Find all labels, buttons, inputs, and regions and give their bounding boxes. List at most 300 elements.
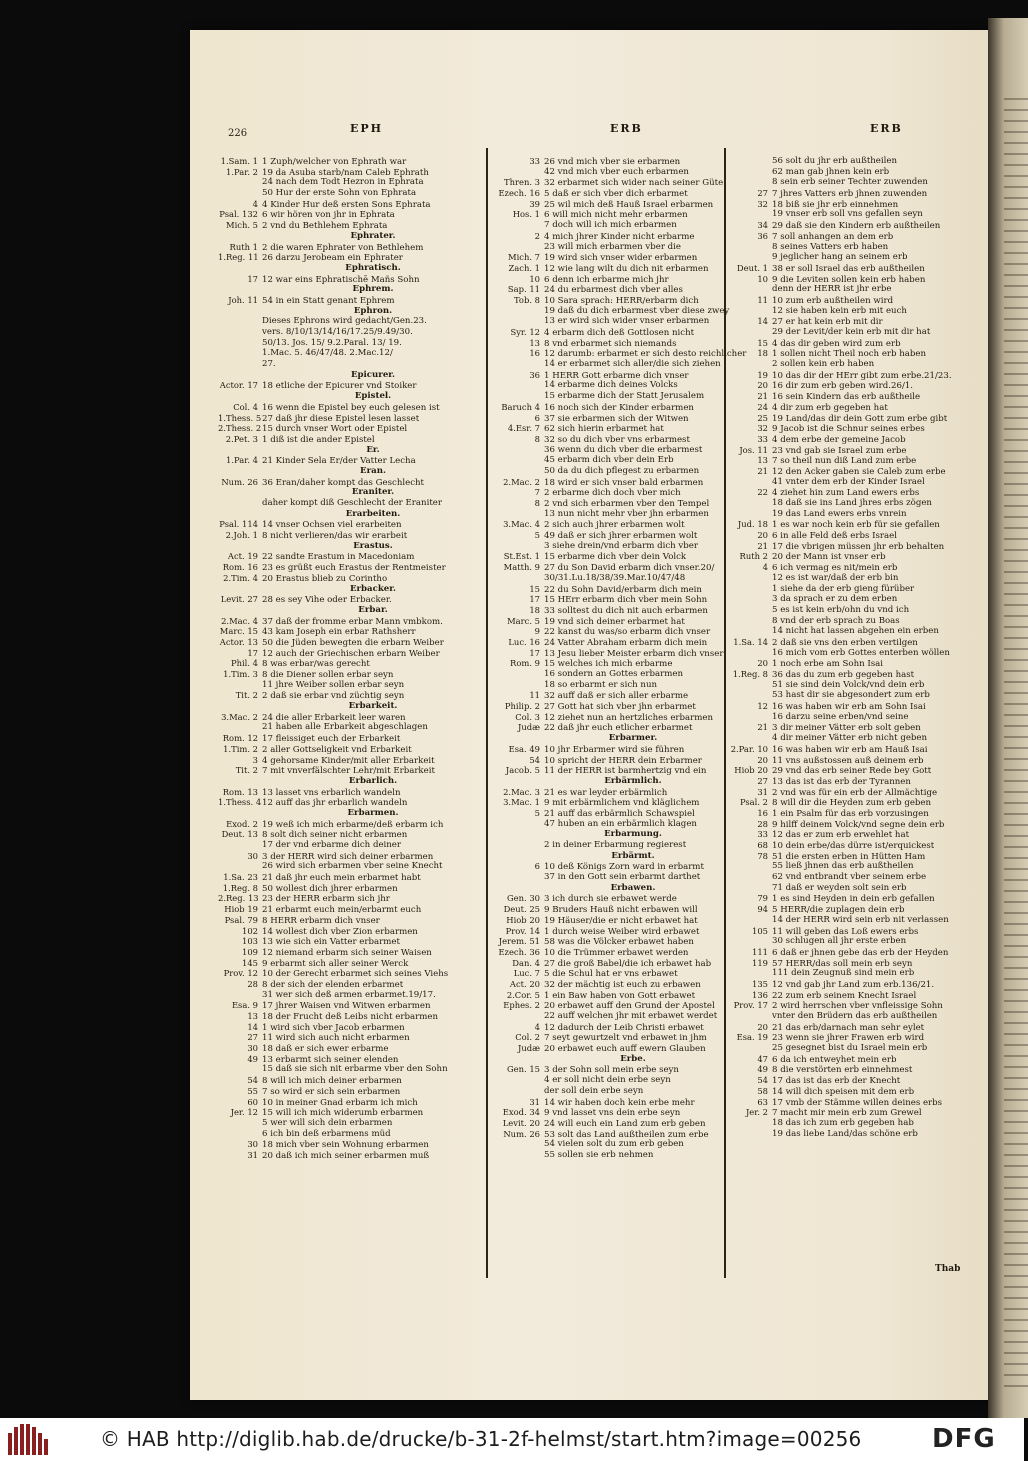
bible-reference: 1.Thess. 5 — [218, 412, 262, 423]
index-entry — [490, 199, 722, 210]
entry-text: 27 daß jhr diese Epistel lesen lasset — [262, 413, 420, 424]
bible-reference: 12 — [757, 701, 768, 712]
bible-reference: 13 — [247, 1011, 258, 1021]
bible-reference: Col. 3 — [515, 711, 540, 722]
entry-text: 17 das ist das erb der Knecht — [772, 1076, 901, 1087]
index-entry — [728, 936, 990, 947]
index-entry — [218, 156, 484, 167]
index-entry — [728, 829, 990, 840]
index-entry — [728, 380, 990, 391]
entry-text: 29 vnd das erb seiner Rede bey Gott — [772, 766, 932, 777]
entry-text: 37 daß der fromme erbar Mann vmbkom. — [262, 616, 443, 627]
bible-reference: 15 — [757, 337, 768, 348]
entry-text: 3 dir meiner Vätter erb solt geben — [772, 723, 921, 734]
index-entry — [490, 509, 722, 520]
entry-text: 12 es ist war/daß der erb bin — [772, 572, 899, 583]
bible-reference: Mich. 7 — [508, 252, 540, 263]
entry-text: 27 Gott hat sich vber jhn erbarmet — [544, 702, 696, 713]
index-entry — [218, 316, 484, 327]
index-entry — [218, 455, 484, 466]
entry-text: 23 es grüßt euch Erastus der Rentmeister — [262, 563, 446, 574]
index-entry — [218, 1022, 484, 1033]
catchword: Thab — [935, 1264, 961, 1274]
index-entry — [490, 968, 722, 979]
bible-reference: 54 — [757, 1075, 768, 1086]
entry-text: der soll dein erbe seyn — [544, 1085, 644, 1096]
entry-text: 9 erbarmt sich aller seiner Werck — [262, 958, 409, 969]
bible-reference: Matth. 9 — [503, 562, 540, 573]
entry-text: 10 spricht der HERR dein Erbarmer — [544, 755, 702, 766]
bible-reference: 14 — [247, 1021, 258, 1032]
index-entry — [218, 167, 484, 178]
column-heading-1: EPH — [350, 122, 384, 135]
page-number: 226 — [228, 128, 248, 139]
entry-text: 18 das ich zum erb gegeben hab — [772, 1117, 914, 1128]
entry-text: 21 daß jhr euch mein erbarmet habt — [262, 873, 421, 884]
bible-reference: 136 — [752, 989, 768, 1000]
bible-reference: 2.Joh. 1 — [225, 530, 258, 541]
index-entry — [728, 551, 990, 562]
index-entry — [490, 541, 722, 552]
entry-text: Erbärmt. — [611, 850, 655, 861]
bible-reference: Tit. 2 — [235, 690, 258, 701]
index-entry — [218, 733, 484, 744]
bible-reference: 9 — [534, 626, 540, 637]
index-entry — [490, 808, 722, 819]
entry-text: 24 will euch ein Land zum erb geben — [544, 1118, 706, 1129]
index-entry — [218, 338, 484, 349]
entry-text: 13 das ist das erb der Tyrannen — [772, 776, 911, 787]
index-entry — [218, 851, 484, 862]
dfg-logo: DFG — [932, 1424, 996, 1454]
entry-text: 27. — [262, 359, 276, 370]
entry-text: 10 zum erb außtheilen wird — [772, 295, 894, 306]
index-heading — [218, 306, 484, 317]
index-entry — [728, 637, 990, 648]
index-heading — [218, 776, 484, 787]
index-entry — [490, 1043, 722, 1054]
index-column-3 — [728, 156, 990, 1276]
index-entry — [490, 274, 722, 285]
index-entry — [218, 893, 484, 904]
entry-text: 18 biß sie jhr erb einnehmen — [772, 199, 899, 210]
entry-text: 8 vnd der erb sprach zu Boas — [772, 615, 900, 626]
entry-text: vers. 8/10/13/14/16/17.25/9.49/30. — [262, 327, 413, 337]
bible-reference: Exod. 34 — [502, 1107, 540, 1118]
entry-text: 12 sie haben kein erb mit euch — [772, 305, 907, 316]
bible-reference: Levit. 27 — [220, 594, 258, 605]
index-entry — [490, 423, 722, 434]
entry-text: 13 nun nicht mehr vber jhn erbarmen — [544, 508, 709, 519]
bible-reference: 17 — [529, 647, 540, 658]
index-entry — [490, 690, 722, 701]
bible-reference: 2.Mac. 3 — [503, 786, 540, 797]
entry-text: 41 vnter dem erb der Kinder Israel — [772, 476, 925, 487]
entry-text: 24 nach dem Todt Hezron in Ephrata — [262, 177, 424, 188]
index-entry — [728, 680, 990, 691]
entry-text: 22 zum erb seinem Knecht Israel — [772, 990, 917, 1001]
entry-text: 1 ein Baw haben von Gott erbawet — [544, 990, 696, 1001]
entry-text: 14 vnser Ochsen viel erarbeiten — [262, 520, 402, 531]
index-entry — [728, 958, 990, 969]
entry-text: 62 man gab jhnen kein erb — [772, 166, 890, 177]
bible-reference: 31 — [757, 786, 768, 797]
entry-text: 27 die groß Babel/die ich erbawet hab — [544, 958, 712, 969]
index-entry — [728, 402, 990, 413]
entry-text: daher kompt diß Geschlecht der Eraniter — [262, 498, 442, 508]
bible-reference: 78 — [757, 850, 768, 861]
viewer-footer — [0, 1418, 1024, 1461]
entry-text: 22 daß jhr euch etlicher erbarmet — [544, 723, 693, 734]
index-entry — [490, 380, 722, 391]
index-entry — [728, 274, 990, 285]
index-entry — [728, 968, 990, 979]
bible-reference: 1.Tim. 2 — [223, 743, 258, 754]
bible-reference: Jer. 2 — [745, 1107, 768, 1118]
index-entry — [490, 744, 722, 755]
entry-text: 1 ein Psalm für das erb vorzusingen — [772, 808, 929, 819]
bible-reference: Ephes. 2 — [503, 1000, 540, 1011]
entry-text: 5 wer will sich dein erbarmen — [262, 1117, 393, 1128]
column-heading-3: ERB — [870, 122, 903, 135]
entry-text: 21 es war leyder erbärmlich — [544, 787, 668, 798]
entry-text: 13 erbarmt sich seiner elenden — [262, 1054, 399, 1065]
bible-reference: 1.Sam. 1 — [220, 156, 258, 166]
bible-reference: 54 — [247, 1075, 258, 1086]
index-entry — [218, 1075, 484, 1086]
index-entry — [490, 616, 722, 627]
entry-text: 4 gehorsame Kinder/mit aller Erbarkeit — [262, 755, 435, 766]
entry-text: 1 diß ist die ander Epistel — [262, 434, 375, 445]
entry-text: 32 auff daß er sich aller erbarme — [544, 691, 689, 702]
index-entry — [490, 648, 722, 659]
entry-text: 62 vnd entbrandt vber seinem erbe — [772, 872, 927, 883]
index-column-1 — [218, 156, 484, 1276]
index-entry — [490, 722, 722, 733]
bible-reference: 34 — [757, 220, 768, 231]
entry-text: 8 was erbar/was gerecht — [262, 659, 370, 670]
entry-text: 6 will mich nicht mehr erbarmen — [544, 210, 688, 221]
bible-reference: 1.Par. 2 — [226, 166, 258, 177]
entry-text: 11 der HERR ist barmhertzig vnd ein — [544, 766, 707, 777]
index-entry — [728, 1118, 990, 1129]
index-column-2 — [490, 156, 747, 1276]
bible-reference: 1.Par. 4 — [226, 455, 258, 466]
index-entry — [728, 1107, 990, 1118]
index-entry — [728, 915, 990, 926]
entry-text: 22 sandte Erastum in Macedoniam — [262, 552, 415, 563]
entry-text: 12 auff das jhr erbarlich wandeln — [262, 798, 408, 809]
index-entry — [218, 712, 484, 723]
entry-text: 22 auff welchen jhr mit erbawet werdet — [544, 1011, 718, 1021]
entry-text: 49 daß er sich jhrer erbarmen wolt — [544, 531, 698, 542]
entry-text: Ephrater. — [350, 230, 396, 241]
index-entry — [728, 626, 990, 637]
index-entry — [728, 722, 990, 733]
index-entry — [728, 519, 990, 530]
index-entry — [218, 797, 484, 808]
entry-text: 4 Kinder Hur deß ersten Sons Ephrata — [262, 199, 431, 210]
index-entry — [218, 1139, 484, 1150]
bible-reference: 49 — [757, 1064, 768, 1075]
bible-reference: 6 — [534, 861, 540, 872]
entry-text: 27 du Son David erbarm dich vnser.20/ — [544, 563, 715, 574]
bible-reference: Marc. 5 — [507, 615, 540, 626]
bible-reference: Phil. 4 — [230, 658, 258, 669]
entry-text: 56 solt du jhr erb außtheilen — [772, 156, 898, 166]
index-entry — [490, 402, 722, 413]
entry-text: 11 vns außstossen auß deinem erb — [772, 755, 924, 766]
index-heading — [218, 231, 484, 242]
index-entry — [218, 915, 484, 926]
entry-text: 7 doch will ich mich erbarmen — [544, 220, 677, 231]
index-entry — [218, 1129, 484, 1140]
entry-text: 17 jhrer Waisen vnd Witwen erbarmen — [262, 1001, 431, 1012]
bible-reference: 55 — [247, 1085, 258, 1096]
entry-text: Eran. — [360, 465, 386, 476]
entry-text: Erbe. — [620, 1053, 646, 1064]
bible-reference: Sap. 11 — [507, 284, 540, 295]
entry-text: 18 daß sie ins Land jhres erbs zögen — [772, 498, 932, 508]
entry-text: 36 wenn du dich vber die erbarmest — [544, 444, 703, 455]
bible-reference: 111 — [752, 946, 768, 957]
bible-reference: 13 — [529, 337, 540, 348]
entry-text: 2 in deiner Erbarmung regierest — [544, 840, 687, 850]
index-entry — [490, 242, 722, 253]
index-entry — [218, 594, 484, 605]
entry-text: Erbarmen. — [347, 807, 399, 818]
entry-text: 14 der HERR wird sein erb nit verlassen — [772, 914, 949, 925]
index-entry — [490, 626, 722, 637]
bible-reference: 19 — [757, 369, 768, 380]
bible-reference: Psal. 79 — [224, 914, 258, 925]
index-entry — [728, 573, 990, 584]
index-entry — [728, 466, 990, 477]
entry-text: 19 das Land ewers erbs vnrein — [772, 508, 907, 519]
entry-text: 21 auff das erbärmlich Schawspiel — [544, 808, 695, 819]
index-entry — [490, 305, 730, 317]
bible-reference: 20 — [757, 1021, 768, 1032]
index-entry — [218, 755, 484, 766]
index-entry — [490, 658, 722, 669]
source-url[interactable]: © HAB http://diglib.hab.de/drucke/b-31-2f-helmst/start.htm?image=00256 — [100, 1427, 862, 1451]
bible-reference: 2.Par. 10 — [730, 743, 768, 754]
bible-reference: Zach. 1 — [508, 262, 540, 273]
entry-text: 13 er wird sich wider vnser erbarmen — [544, 316, 710, 327]
bible-reference: Prov. 12 — [223, 968, 258, 979]
index-entry — [218, 626, 484, 637]
entry-text: Erbarkeit. — [348, 701, 398, 712]
entry-text: 6 da ich entweyhet mein erb — [772, 1054, 897, 1065]
entry-text: 16 dir zum erb geben wird.26/1. — [772, 381, 914, 392]
entry-text: 1.Mac. 5. 46/47/48. 2.Mac.12/ — [262, 348, 393, 359]
entry-text: 13 wie sich ein Vatter erbarmet — [262, 937, 400, 948]
entry-text: 51 die ersten erben in Hütten Ham — [772, 851, 926, 862]
bible-reference: Deut. 13 — [221, 829, 258, 840]
bible-reference: 5 — [534, 530, 540, 541]
entry-text: 7 soll anhangen an dem erb — [772, 231, 894, 242]
bible-reference: Ezech. 36 — [498, 946, 540, 957]
index-entry — [728, 669, 990, 680]
entry-text: 36 das du zum erb gegeben hast — [772, 670, 915, 680]
entry-text: 7 so wird er sich sein erbarmen — [262, 1086, 401, 1097]
index-entry — [490, 263, 722, 274]
index-heading — [218, 701, 484, 712]
bible-reference: Dan. 4 — [512, 957, 540, 968]
bible-reference: Jerem. 51 — [498, 936, 540, 947]
entry-text: 21 das erb/darnach man sehr eylet — [772, 1022, 925, 1033]
column-divider — [724, 148, 726, 1278]
bible-reference: Tit. 2 — [235, 765, 258, 776]
index-entry — [218, 209, 484, 220]
bible-reference: Jer. 12 — [230, 1107, 258, 1118]
bible-reference: 28 — [757, 818, 768, 829]
index-entry — [218, 1097, 484, 1108]
index-entry — [490, 904, 722, 915]
bible-reference: 47 — [757, 1053, 768, 1064]
entry-text: 58 was die Völcker erbawet haben — [544, 937, 694, 948]
index-entry — [218, 958, 484, 969]
index-entry — [218, 648, 484, 659]
entry-text: 29 daß sie den Kindern erb außtheilen — [772, 221, 941, 232]
index-entry — [490, 434, 722, 445]
bible-reference: 30 — [247, 1043, 258, 1054]
entry-text: 12 dadurch der Leib Christi erbawet — [544, 1022, 704, 1033]
index-entry — [218, 242, 484, 253]
entry-text: 17 die vbrigen müssen jhr erb behalten — [772, 541, 945, 552]
index-heading — [490, 851, 722, 862]
index-entry — [728, 1129, 990, 1140]
index-entry — [728, 1075, 990, 1086]
index-entry — [218, 359, 484, 370]
index-heading — [490, 733, 722, 744]
entry-text: 15 welches ich mich erbarme — [544, 659, 673, 670]
entry-text: 71 daß er weyden solt sein erb — [772, 882, 907, 893]
index-entry — [490, 1139, 722, 1150]
entry-text: 4 dir meiner Vätter erb nicht geben — [772, 733, 928, 744]
bible-reference: 20 — [757, 380, 768, 391]
index-entry — [728, 1054, 990, 1065]
entry-text: 18 daß er sich ewer erbarme — [262, 1044, 389, 1055]
entry-text: 21 Kinder Sela Er/der Vatter Lecha — [262, 456, 416, 467]
bible-reference: 21 — [757, 722, 768, 733]
index-entry — [218, 947, 484, 958]
bible-reference: 33 — [757, 433, 768, 444]
entry-text: 12 den Acker gaben sie Caleb zum erbe — [772, 466, 946, 477]
entry-text: 8 solt dich seiner nicht erbarmen — [262, 830, 408, 841]
entry-text: 11 will geben das Loß ewers erbs — [772, 926, 919, 937]
index-entry — [728, 712, 990, 723]
entry-text: 10 deß Königs Zorn ward in erbarmt — [544, 862, 704, 873]
bible-reference: 58 — [757, 1085, 768, 1096]
bible-reference: 49 — [247, 1053, 258, 1064]
index-entry — [490, 445, 722, 456]
bible-reference: 25 — [757, 412, 768, 423]
index-entry — [218, 1011, 484, 1022]
bible-reference: 21 — [757, 540, 768, 551]
entry-text: Erarbeiten. — [345, 508, 401, 519]
index-entry — [728, 1000, 990, 1011]
entry-text: 29 der Levit/der kein erb mit dir hat — [772, 327, 931, 337]
entry-text: 16 was haben wir erb am Sohn Isai — [772, 702, 926, 713]
index-heading — [490, 1054, 722, 1065]
index-entry — [490, 1000, 722, 1011]
bible-reference: Esa. 9 — [231, 1000, 258, 1011]
bible-reference: Psal. 132 — [219, 209, 258, 220]
index-entry — [490, 861, 722, 872]
entry-text: 50 da du dich pflegest zu erbarmen — [544, 465, 700, 476]
index-entry — [490, 498, 722, 509]
entry-text: 28 es sey Vihe oder Erbacker. — [262, 595, 392, 606]
bible-reference: 18 — [757, 348, 768, 359]
index-entry — [728, 391, 990, 402]
bible-reference: Ruth 1 — [229, 241, 258, 252]
index-entry — [490, 455, 722, 466]
index-entry — [490, 316, 722, 327]
bible-reference: Col. 2 — [515, 1032, 540, 1043]
bible-reference: Psal. 114 — [219, 519, 258, 530]
entry-text: 6 ich vermag es nit/mein erb — [772, 563, 898, 574]
bible-reference: 21 — [757, 391, 768, 402]
bible-reference: Levit. 20 — [502, 1117, 540, 1128]
entry-text: Ephron. — [353, 305, 393, 316]
index-entry — [218, 295, 484, 306]
bible-reference: Mich. 5 — [226, 220, 258, 231]
entry-text: 7 seyt gewurtzelt vnd erbawet in jhm — [544, 1033, 707, 1044]
index-entry — [218, 434, 484, 445]
entry-text: 19 da Asuba starb/nam Caleb Ephrath — [262, 167, 429, 178]
entry-text: 12 ziehet nun an hertzliches erbarmen — [544, 712, 714, 723]
entry-text: 18 mich vber sein Wohnung erbarmen — [262, 1140, 429, 1151]
bible-reference: 4 — [252, 198, 258, 209]
bible-reference: 135 — [752, 978, 768, 989]
entry-text: 4 ziehet hin zum Land ewers erbs — [772, 488, 920, 499]
bible-reference: 36 — [529, 369, 540, 380]
index-entry — [218, 840, 484, 851]
index-entry — [490, 177, 722, 188]
entry-text: 10 das dir der HErr gibt zum erbe.21/23. — [772, 370, 952, 381]
index-entry — [218, 188, 484, 199]
bible-reference: Luc. 7 — [513, 968, 540, 979]
entry-text: 4 dem erbe der gemeine Jacob — [772, 434, 906, 445]
entry-text: 14 er erbarmet sich aller/die sich ziehen — [544, 359, 721, 370]
index-entry — [490, 669, 722, 680]
bible-reference: Rom. 12 — [222, 733, 258, 744]
entry-text: 62 sich hierin erbarmet hat — [544, 424, 664, 435]
entry-text: 8 vnd erbarmet sich niemands — [544, 338, 677, 349]
index-entry — [490, 562, 722, 573]
index-entry — [218, 327, 484, 338]
entry-text: 9 Bruders Hauß nicht erbawen will — [544, 905, 698, 916]
entry-text: 19 vnser erb soll vns gefallen seyn — [772, 209, 923, 220]
bible-reference: 109 — [242, 946, 258, 957]
entry-text: 2 die waren Ephrater von Bethlehem — [262, 242, 424, 253]
entry-text: 8 nicht verlieren/das wir erarbeit — [262, 531, 408, 542]
index-entry — [490, 755, 722, 766]
index-entry — [218, 616, 484, 627]
index-entry — [490, 701, 722, 712]
index-entry — [728, 797, 990, 808]
bible-reference: 33 — [757, 829, 768, 840]
index-entry — [728, 509, 990, 520]
entry-text: 53 hast dir sie abgesondert zum erb — [772, 690, 930, 701]
bible-reference: 22 — [757, 487, 768, 498]
index-entry — [728, 156, 990, 167]
entry-text: Erbawen. — [610, 882, 656, 893]
index-entry — [728, 584, 990, 595]
index-entry — [490, 167, 722, 178]
index-entry — [728, 819, 990, 830]
